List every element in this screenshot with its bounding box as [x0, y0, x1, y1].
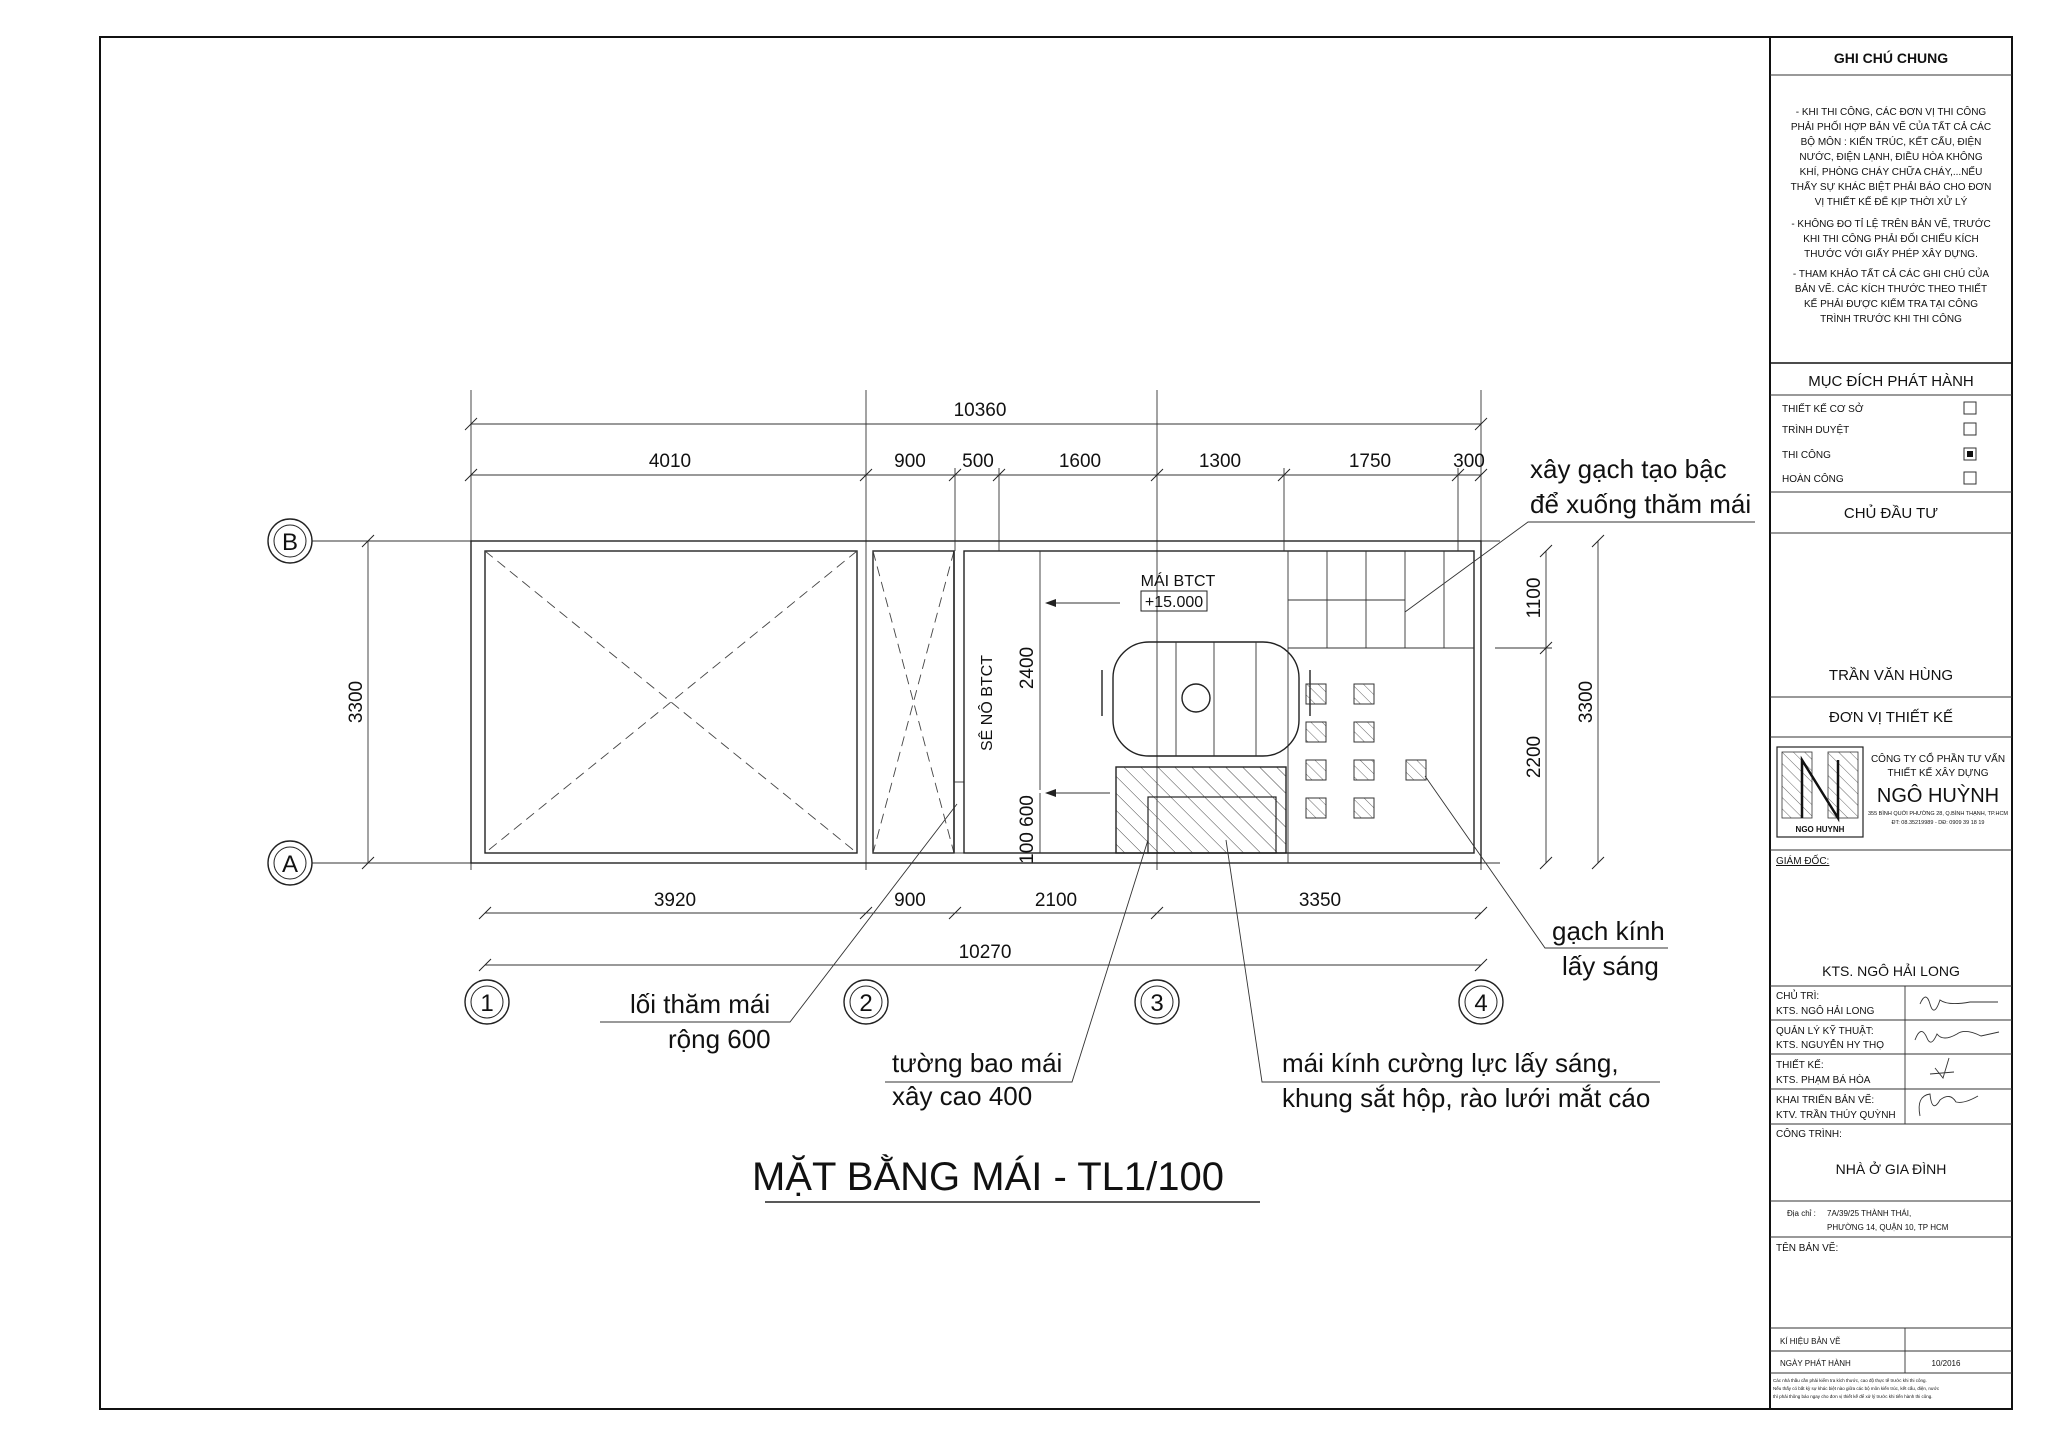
access-hatch: [954, 782, 964, 853]
dim-right-3300: 3300: [1576, 680, 1597, 724]
company-address-2: ĐT: 08.35219989 - DĐ: 0909 39 18 19: [1891, 820, 1985, 826]
inner-dim-600: 600: [1017, 795, 1038, 827]
dim-bottom-3920: 3920: [653, 890, 697, 911]
purpose-list: [1782, 402, 1976, 485]
se-no-label: SÊ NÔ BTCT: [979, 654, 996, 752]
svg-text:- KHÔNG ĐO TỈ LỆ TRÊN BẢN VẼ,: - KHÔNG ĐO TỈ LỆ TRÊN BẢN VẼ, TRƯỚC: [1791, 219, 1991, 230]
glass-bricks: [1306, 684, 1426, 818]
dim-top-total: 10360: [953, 400, 1007, 421]
svg-text:BẢN VẼ. CÁC KÍCH THƯỚC THEO TH: BẢN VẼ. CÁC KÍCH THƯỚC THEO THIẾT: [1794, 284, 1988, 295]
purpose-item-label: THI CÔNG: [1782, 450, 1831, 461]
sheet-code-label: KÍ HIỆU BẢN VẼ: [1780, 1337, 1841, 1346]
company-line1: CÔNG TY CỔ PHẦN TƯ VẤN: [1870, 754, 2006, 765]
owner-name: TRẦN VĂN HÙNG: [1828, 667, 1954, 684]
purpose-checkbox-4[interactable]: [1964, 472, 1976, 484]
dim-bottom-3350: 3350: [1298, 890, 1342, 911]
dim-top-500: 500: [962, 451, 994, 472]
svg-text:KTS. NGUYỄN HY THỌ: KTS. NGUYỄN HY THỌ: [1776, 1040, 1884, 1051]
svg-text:3: 3: [1150, 990, 1164, 1017]
svg-text:1: 1: [480, 990, 494, 1017]
purpose-item-label: HOÀN CÔNG: [1782, 474, 1844, 485]
company-address-1: 355 BÌNH QUỚI PHƯỜNG 28, Q.BÌNH THẠNH, TP.HCM: [1867, 811, 2009, 817]
project-label: CÔNG TRÌNH:: [1776, 1129, 1842, 1140]
axis-bubble-1: [465, 980, 509, 1024]
annotation-stairs-line2: để xuống thăm mái: [1530, 489, 1752, 519]
dim-bottom-2100: 2100: [1034, 890, 1078, 911]
dimensions: [346, 400, 1604, 971]
axis-bubble-4: [1459, 980, 1503, 1024]
designer-title: ĐƠN VỊ THIẾT KẾ: [1829, 709, 1953, 726]
company-logo: [1777, 747, 1863, 837]
purpose-item-label: TRÌNH DUYỆT: [1782, 425, 1850, 436]
stairs: [1288, 551, 1474, 648]
checkmark-icon: [1967, 451, 1973, 457]
svg-text:NƯỚC, ĐIỆN LẠNH, ĐIỀU HÒA KHÔN: NƯỚC, ĐIỆN LẠNH, ĐIỀU HÒA KHÔNG: [1799, 152, 1983, 163]
svg-text:THẤY SỰ KHÁC BIỆT PHẢI BÁO CHO: THẤY SỰ KHÁC BIỆT PHẢI BÁO CHO ĐƠN: [1790, 182, 1992, 193]
sheet-border: [100, 37, 2012, 1409]
svg-text:TRÌNH TRƯỚC KHI THI CÔNG: TRÌNH TRƯỚC KHI THI CÔNG: [1820, 314, 1962, 325]
annotation-skylight-line1: mái kính cường lực lấy sáng,: [1282, 1048, 1619, 1078]
dim-right-1100: 1100: [1524, 577, 1545, 619]
axis-bubble-a: [268, 841, 312, 885]
annotation-glass-brick-line1: gạch kính: [1552, 916, 1665, 946]
dim-top-1600: 1600: [1058, 451, 1102, 472]
inner-dim-2400: 2400: [1017, 646, 1038, 690]
company-name: NGÔ HUỲNH: [1876, 785, 2000, 807]
signature-1: [1920, 997, 1998, 1010]
annotation-wall-line1: tường bao mái: [892, 1048, 1063, 1078]
dim-top-1300: 1300: [1198, 451, 1242, 472]
general-notes-title: GHI CHÚ CHUNG: [1833, 50, 1949, 66]
dim-bottom-total: 10270: [958, 942, 1012, 963]
svg-text:2: 2: [859, 990, 873, 1017]
footer-note-2: Nếu thấy có bất kỳ sự khác biệt nào giữa các bộ môn kiến trúc, kết cấu, điện, nước: [1773, 1386, 1940, 1391]
project-name: NHÀ Ở GIA ĐÌNH: [1835, 1161, 1947, 1177]
issue-date: 10/2016: [1931, 1359, 1961, 1368]
axis-bubble-b: [268, 519, 312, 563]
director-label: GIÁM ĐỐC:: [1776, 856, 1830, 867]
general-notes: [1791, 105, 1992, 325]
dim-top-900: 900: [894, 451, 926, 472]
purpose-checkbox-1[interactable]: [1964, 402, 1976, 414]
svg-text:- KHI THI CÔNG, CÁC ĐƠN VỊ THI: - KHI THI CÔNG, CÁC ĐƠN VỊ THI CÔNG: [1795, 107, 1987, 118]
dim-top-300: 300: [1453, 451, 1485, 472]
signature-4: [1919, 1094, 1978, 1116]
roof-label: MÁI BTCT: [1140, 573, 1216, 590]
company-line2: THIẾT KẾ XÂY DỰNG: [1887, 768, 1989, 779]
footer-note-1: Các nhà thầu cần phải kiểm tra kích thước, cao độ thực tế trước khi thi công.: [1773, 1378, 1927, 1383]
signature-3: [1930, 1058, 1954, 1078]
annotation-access-line2: rộng 600: [668, 1024, 771, 1054]
annotation-stairs-line1: xây gạch tạo bậc: [1530, 454, 1727, 484]
inner-dim-100: 100: [1017, 832, 1038, 864]
owner-title: CHỦ ĐẦU TƯ: [1843, 505, 1939, 522]
dim-bottom-900: 900: [894, 890, 926, 911]
svg-text:- THAM KHẢO TẤT CẢ CÁC GHI CHÚ: - THAM KHẢO TẤT CẢ CÁC GHI CHÚ CỦA: [1792, 269, 1990, 280]
address-line1: 7A/39/25 THÀNH THÁI,: [1827, 1209, 1912, 1218]
water-tank: [1102, 642, 1310, 756]
svg-text:VỊ THIẾT KẾ ĐỂ KỊP THỜI XỬ LÝ: VỊ THIẾT KẾ ĐỂ KỊP THỜI XỬ LÝ: [1814, 197, 1968, 208]
svg-text:KHÍ, PHÒNG CHÁY CHỮA CHÁY,...N: KHÍ, PHÒNG CHÁY CHỮA CHÁY,...NẾU: [1799, 167, 1983, 178]
skylight-glass-roof: [1116, 767, 1286, 853]
svg-text:BỘ MÔN : KIẾN TRÚC, KẾT CẤU, Đ: BỘ MÔN : KIẾN TRÚC, KẾT CẤU, ĐIỆN: [1800, 137, 1982, 148]
building-outline: [471, 541, 1481, 863]
svg-text:THƯỚC VỚI GIẤY PHÉP XÂY DỰNG.: THƯỚC VỚI GIẤY PHÉP XÂY DỰNG.: [1804, 249, 1978, 260]
svg-text:KHI THI CÔNG PHẢI ĐỐI CHIẾU KÍ: KHI THI CÔNG PHẢI ĐỐI CHIẾU KÍCH: [1803, 234, 1979, 245]
svg-text:KẾ PHẢI ĐƯỢC KIỂM TRA TẠI CÔNG: KẾ PHẢI ĐƯỢC KIỂM TRA TẠI CÔNG: [1804, 299, 1978, 310]
leader-wall: [885, 840, 1148, 1082]
annotation-glass-brick-line2: lấy sáng: [1562, 951, 1659, 981]
svg-text:THIẾT KẾ:: THIẾT KẾ:: [1776, 1060, 1824, 1071]
annotation-access-line1: lối thăm mái: [630, 989, 771, 1019]
purpose-item-label: THIẾT KẾ CƠ SỞ: [1782, 404, 1864, 415]
drawing-title: MẶT BẰNG MÁI - TL1/100: [751, 1155, 1225, 1199]
svg-text:PHẢI PHỐI HỢP BẢN VẼ CỦA TẤT C: PHẢI PHỐI HỢP BẢN VẼ CỦA TẤT CẢ CÁC: [1790, 122, 1992, 133]
purpose-title: MỤC ĐÍCH PHÁT HÀNH: [1808, 373, 1974, 390]
annotation-skylight-line2: khung sắt hộp, rào lưới mắt cáo: [1282, 1083, 1651, 1113]
dim-top-4010: 4010: [648, 451, 692, 472]
footer-note-3: thì phải thông báo ngay cho đơn vị thiết kế để xử lý trước khi tiến hành thi công.: [1773, 1394, 1933, 1399]
sheet-name-label: TÊN BẢN VẼ:: [1776, 1243, 1839, 1254]
address-line2: PHƯỜNG 14, QUẬN 10, TP HCM: [1827, 1223, 1949, 1232]
svg-text:QUẢN LÝ KỸ THUẬT:: QUẢN LÝ KỸ THUẬT:: [1776, 1026, 1874, 1037]
roles-table: [1776, 989, 1999, 1121]
dim-left-3300: 3300: [346, 680, 367, 724]
svg-text:KTV. TRẦN THÚY QUỲNH: KTV. TRẦN THÚY QUỲNH: [1776, 1110, 1896, 1121]
purpose-checkbox-2[interactable]: [1964, 423, 1976, 435]
level-arrow: [1045, 599, 1056, 607]
svg-text:A: A: [281, 851, 299, 878]
annotation-wall-line2: xây cao 400: [892, 1081, 1033, 1111]
leader-stairs: [1405, 522, 1755, 612]
svg-text:KTS. NGÔ HẢI LONG: KTS. NGÔ HẢI LONG: [1776, 1006, 1875, 1017]
dim-top-1750: 1750: [1348, 451, 1392, 472]
dim-right-2200: 2200: [1524, 735, 1545, 779]
axis-bubble-3: [1135, 980, 1179, 1024]
svg-text:4: 4: [1474, 990, 1488, 1017]
inner-arrow: [1045, 789, 1056, 797]
director-name: KTS. NGÔ HẢI LONG: [1822, 963, 1960, 979]
issue-date-label: NGÀY PHÁT HÀNH: [1780, 1359, 1851, 1368]
svg-text:CHỦ TRÌ:: CHỦ TRÌ:: [1776, 991, 1820, 1002]
signature-2: [1915, 1031, 1999, 1042]
svg-text:KTS. PHẠM BÁ HÒA: KTS. PHẠM BÁ HÒA: [1776, 1075, 1871, 1086]
svg-text:KHAI TRIỂN BẢN VẼ:: KHAI TRIỂN BẢN VẼ:: [1776, 1095, 1875, 1106]
address-label: Địa chỉ :: [1787, 1209, 1816, 1218]
logo-text: NGO HUYNH: [1795, 825, 1845, 834]
svg-text:B: B: [281, 529, 299, 556]
axis-bubble-2: [844, 980, 888, 1024]
roof-level: +15.000: [1144, 594, 1204, 611]
